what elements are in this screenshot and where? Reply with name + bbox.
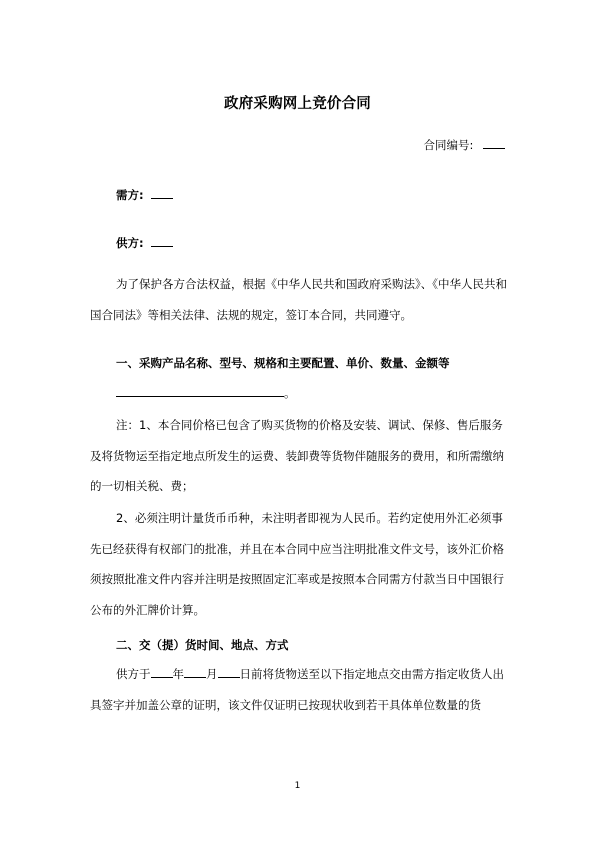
supplier-blank	[151, 236, 173, 247]
year-blank	[151, 667, 173, 678]
delivery-paragraph	[90, 659, 508, 720]
day-blank	[218, 667, 240, 678]
delivery-month-label: 月	[206, 667, 218, 681]
buyer-label: 需方:	[116, 188, 144, 202]
buyer-blank	[151, 188, 173, 199]
contract-number-label: 合同编号:	[423, 138, 474, 152]
section1-heading: 一、采购产品名称、型号、规格和主要配置、单价、数量、金额等	[116, 356, 450, 370]
note1-paragraph: 注：1、本合同价格已包含了购买货物的价格及安装、调试、保修、售后服务及将货物运至指定地点所发生的运费、装卸费等货物伴随服务的费用，和所需缴纳的一切相关税、费；	[90, 418, 504, 493]
month-blank	[184, 667, 206, 678]
supplier-label: 供方:	[116, 236, 144, 250]
contract-number	[423, 137, 505, 153]
delivery-year-label: 年	[172, 667, 184, 681]
delivery-text-start: 供方于	[116, 667, 151, 681]
note2-paragraph: 2、必须注明计量货币币种，未注明者即视为人民币。若约定使用外汇必须事先已经获得有权部门的批准，并且在本合同中应当注明批准文件文号，该外汇价格须按照批准文件内容并注明是按照固定汇率或是按照本合同需方付款当日中国银行公布的外汇牌价计算。	[90, 511, 504, 617]
document-title: 政府采购网上竞价合同	[224, 96, 371, 112]
intro-paragraph: 为了保护各方合法权益，根据《中华人民共和国政府采购法》、《中华人民共和国合同法》等相关法律、法规的规定，签订本合同，共同遵守。	[90, 277, 507, 322]
delivery-text-rest: 日前将货物送至以下指定地点交由需方指定收货人出具签字并加盖公章的证明，该文件仅证明已按现状收到若干具体单位数量的货	[90, 667, 504, 712]
section1-period: 。	[284, 386, 296, 400]
buyer-line	[116, 184, 173, 203]
page-number: 1	[294, 781, 301, 791]
section1-fill-line	[116, 385, 296, 401]
supplier-line	[116, 232, 173, 251]
section2-heading: 二、交（提）货时间、地点、方式	[116, 638, 289, 652]
section1-blank	[116, 386, 284, 397]
contract-number-blank	[483, 138, 505, 149]
